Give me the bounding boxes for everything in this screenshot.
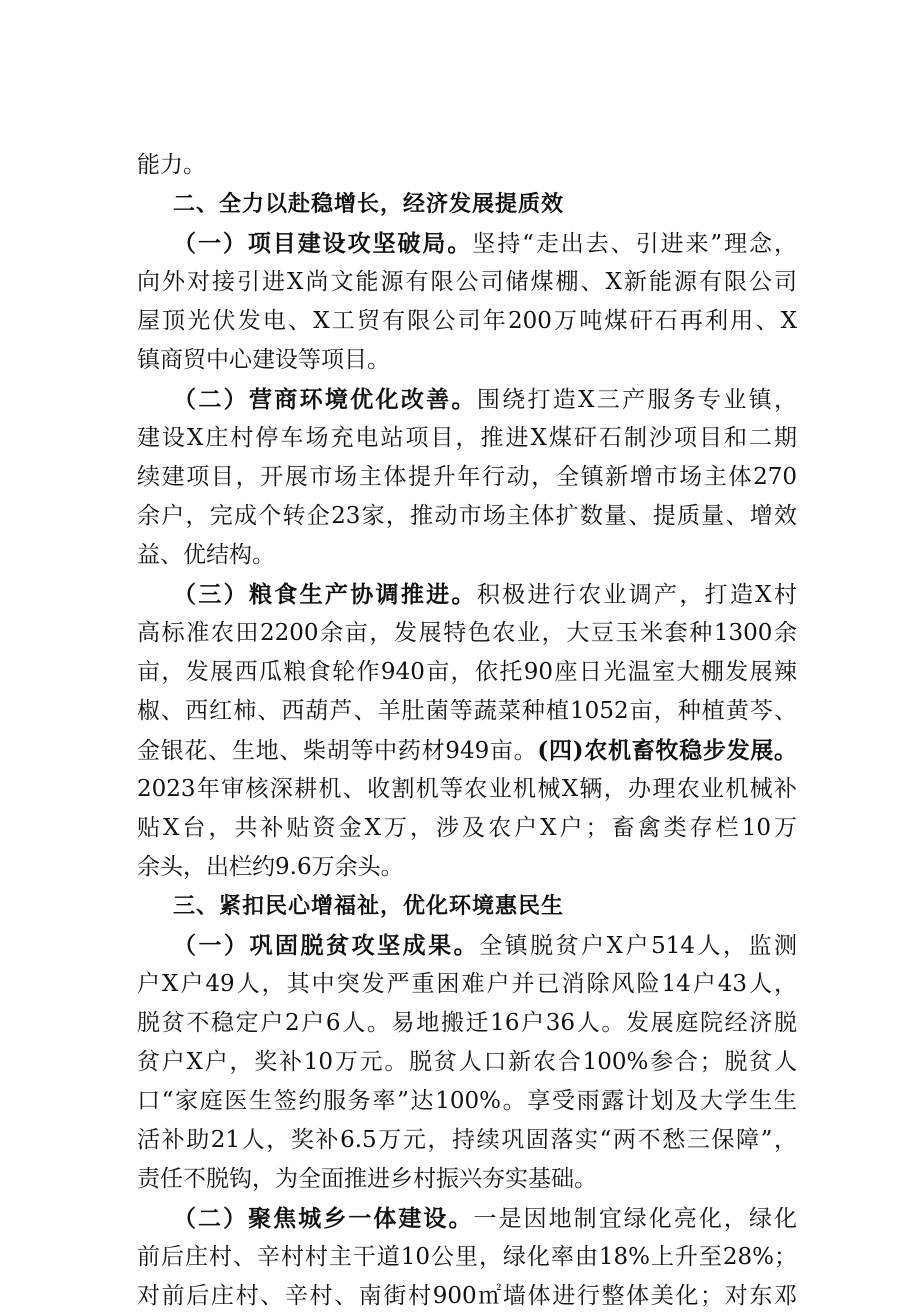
text-line [137,263,797,302]
line-text: 对前后庄村、辛村、南街村900㎡墙体进行整体美化；对东邓 [137,1283,797,1309]
subheading-lead: （二）营商环境优化改善。 [173,386,477,413]
body-text [137,146,797,1316]
line-text: 坚持“走出去、引进来”理念， [472,231,797,257]
heading-text: 三、紧扣民心增福祉，优化环境惠民生 [173,894,565,919]
line-text: 全镇脱贫户X户514人，监测 [479,933,798,959]
line-text: 贫户X户，奖补10万元。脱贫人口新农合100%参合；脱贫人 [137,1049,797,1075]
line-text: 亩，发展西瓜粮食轮作940亩，依托90座日光温室大棚发展辣 [137,659,797,685]
text-line [137,653,797,692]
line-text: 责任不脱钩，为全面推进乡村振兴夯实基础。 [137,1166,597,1192]
line-text: 椒、西红柿、西葫芦、羊肚菌等蔬菜种植1052亩，种植黄芩、 [137,698,797,724]
line-text: 活补助21人，奖补6.5万元，持续巩固落实“两不愁三保障”， [137,1127,797,1153]
text-line [137,809,797,848]
text-line [137,965,797,1004]
line-text: 前后庄村、辛村村主干道10公里，绿化率由18%上升至28%； [137,1244,797,1270]
heading-text: 二、全力以赴稳增长，经济发展提质效 [173,192,565,217]
text-line [137,341,797,380]
line-text: 益、优结构。 [137,542,275,568]
text-line [137,1277,797,1316]
line-text: 脱贫不稳定户2户6人。易地搬迁16户36人。发展庭院经济脱 [137,1010,797,1036]
line-text: 余户，完成个转企23家，推动市场主体扩数量、提质量、增效 [137,503,797,529]
text-line [137,419,797,458]
paragraph-start [137,224,797,263]
text-line [137,1043,797,1082]
text-line [137,731,797,770]
subheading-lead: （一）项目建设攻坚破局。 [173,230,473,257]
text-line [137,146,797,185]
line-text: 积极进行农业调产，打造X村 [476,582,797,608]
line-text: 能力。 [137,152,206,178]
paragraph-start [137,1199,797,1238]
line-text: 围绕打造X三产服务专业镇， [476,387,797,413]
line-text: 向外对接引进X尚文能源有限公司储煤棚、X新能源有限公司 [137,269,797,295]
text-line [137,1160,797,1199]
line-text: 续建项目，开展市场主体提升年行动，全镇新增市场主体270 [137,464,797,490]
subheading-inline: (四)农机畜牧稳步发展。 [537,737,797,764]
line-text: 镇商贸中心建设等项目。 [137,347,390,373]
line-text: 金银花、生地、柴胡等中药材949亩。 [137,738,538,764]
section-heading-3 [137,887,797,926]
line-text: 高标准农田2200余亩，发展特色农业，大豆玉米套种1300余 [137,620,797,646]
text-line [137,1238,797,1277]
text-line [137,1121,797,1160]
paragraph-start [137,380,797,419]
text-line [137,614,797,653]
line-text: 口“家庭医生签约服务率”达100%。享受雨露计划及大学生生 [137,1088,797,1114]
line-text: 户X户49人，其中突发严重困难户并已消除风险14户43人， [137,971,797,997]
subheading-lead: （二）聚焦城乡一体建设。 [173,1205,474,1232]
paragraph-start [137,926,797,965]
section-heading-2 [137,185,797,224]
line-text: 余头，出栏约9.6万余头。 [137,854,404,880]
text-line [137,497,797,536]
text-line [137,458,797,497]
line-text: 建设X庄村停车场充电站项目，推进X煤矸石制沙项目和二期 [137,425,797,451]
line-text: 2023年审核深耕机、收割机等农业机械X辆，办理农业机械补 [137,776,797,802]
text-line [137,848,797,887]
text-line [137,1082,797,1121]
text-line [137,692,797,731]
line-text: 屋顶光伏发电、X工贸有限公司年200万吨煤矸石再利用、X [137,308,797,334]
subheading-lead: （一）巩固脱贫攻坚成果。 [173,932,480,959]
line-text: 贴X台，共补贴资金X万，涉及农户X户；畜禽类存栏10万 [137,815,797,841]
text-line [137,1004,797,1043]
line-text: 一是因地制宜绿化亮化，绿化 [473,1206,798,1232]
text-line [137,302,797,341]
text-line [137,770,797,809]
subheading-lead: （三）粮食生产协调推进。 [173,581,477,608]
paragraph-start [137,575,797,614]
text-line [137,536,797,575]
